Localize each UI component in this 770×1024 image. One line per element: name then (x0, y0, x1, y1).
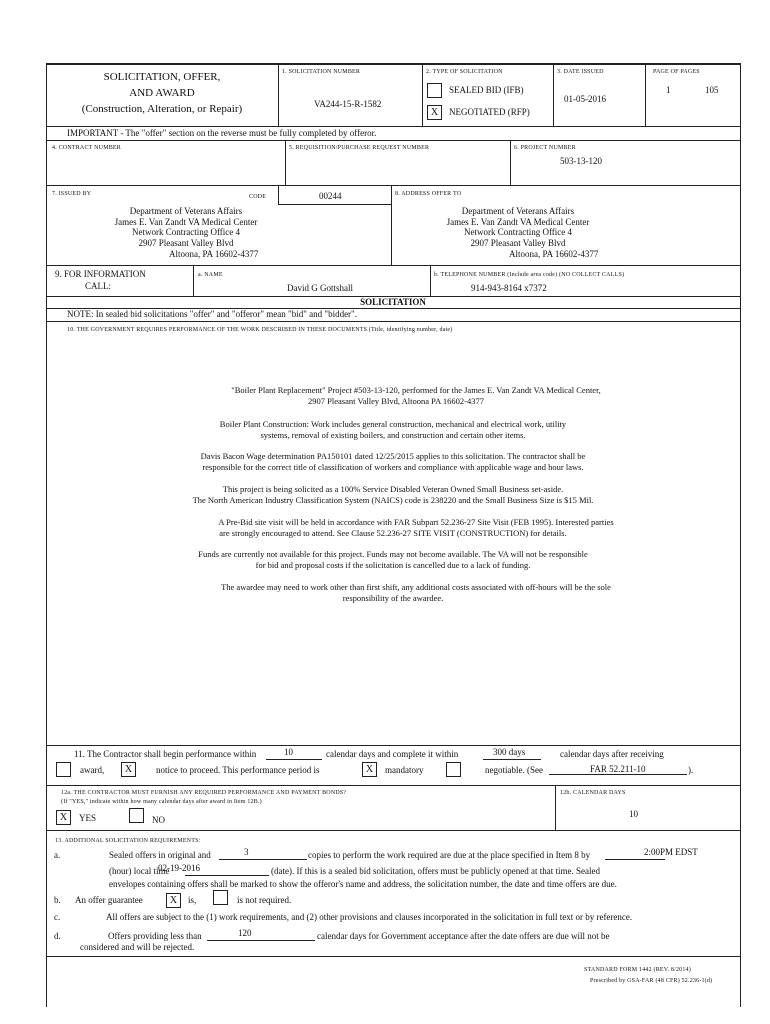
offer-to-line3: Network Contracting Office 4 (463, 227, 573, 237)
header-divider-2 (422, 63, 423, 126)
description-p5-line2: are strongly encouraged to attend. See Clause 52.236-27 SITE VISIT (CONSTRUCTION) for details. (219, 528, 567, 538)
header-divider-1 (278, 63, 279, 126)
description-p1-line1: "Boiler Plant Replacement" Project #503-13-120, performed for the James E. Van Zandt VA Medical Center, (231, 385, 601, 395)
item-b-text: An offer guarantee (75, 895, 143, 905)
bonds-label: 12a. THE CONTRACTOR MUST FURNISH ANY REQUIRED PERFORMANCE AND PAYMENT BONDS? (61, 790, 347, 796)
header-bottom-line (46, 126, 740, 127)
item-a-text-1: Sealed offers in original and (109, 850, 211, 860)
offer-to-line1: Department of Veterans Affairs (461, 206, 575, 216)
complete-days[interactable]: 300 days (493, 747, 526, 757)
far-underline (549, 774, 687, 775)
offer-to-line4: 2907 Pleasant Valley Blvd (470, 238, 566, 248)
row2-divider-1 (285, 140, 286, 185)
due-time-underline (605, 859, 665, 860)
performance-text-3: calendar days after receiving (560, 749, 664, 759)
section12-divider (555, 785, 556, 830)
copies-underline (219, 859, 307, 860)
type-of-solicitation-label: 2. TYPE OF SOLICITATION (426, 69, 503, 75)
right-border (740, 63, 741, 1007)
guarantee-is-label: is, (188, 895, 197, 905)
code-label: CODE (249, 194, 267, 200)
item-d-text-1: Offers providing less than (108, 931, 202, 941)
prescribed-by: Prescribed by GSA-FAR (48 CFR) 52.236-1(d) (590, 978, 713, 984)
description-p4-line1: This project is being solicited as a 100% Service Disabled Veteran Owned Small Business set-aside. (222, 484, 564, 494)
issuer-address-line4: 2907 Pleasant Valley Blvd (138, 238, 234, 248)
total-pages: 105 (705, 85, 719, 95)
description-p4-line2: The North American Industry Classification System (NAICS) code is 238220 and the Small Business Size is $15 Mil. (192, 495, 594, 505)
description-p3-line1: Davis Bacon Wage determination PA150101 dated 12/25/2015 applies to this solicitation. The contractor shall be (200, 451, 586, 461)
row4-divider-2 (430, 265, 431, 296)
description-p5-line1: A Pre-Bid site visit will be held in accordance with FAR Subpart 52.236-27 Site Visit (FEB 1995). Interested parties (218, 517, 614, 527)
item-a-text-5: envelopes containing offers shall be marked to show the offeror's name and address, the solicitation number, the date and time offers are due. (109, 879, 617, 889)
item-d-text-2: calendar days for Government acceptance after the date offers are due will not be (317, 931, 610, 941)
sealed-bid-note: NOTE: In sealed bid solicitations "offer" and "offeror" mean "bid" and "bidder". (67, 309, 357, 319)
important-notice: IMPORTANT - The "offer" section on the reverse must be fully completed by offeror. (67, 128, 377, 138)
item-a-text-4: (date). If this is a sealed bid solicitation, offers must be publicly opened at that time. Sealed (271, 866, 600, 876)
header-divider-4 (645, 63, 646, 126)
issuer-address-line5: Altoona, PA 16602-4377 (169, 249, 259, 259)
work-description-label: 10. THE GOVERNMENT REQUIRES PERFORMANCE OF THE WORK DESCRIBED IN THESE DOCUMENTS (Title, identifying number, date) (67, 327, 453, 333)
calendar-days-label: 12b. CALENDAR DAYS (560, 790, 626, 796)
solicitation-number[interactable]: VA244-15-R-1582 (314, 99, 382, 109)
contact-phone[interactable]: 914-943-8164 x7372 (471, 283, 547, 293)
form-title-line1: SOLICITATION, OFFER, (103, 71, 221, 83)
bond-calendar-days[interactable]: 10 (629, 809, 638, 819)
negotiated-checkbox[interactable]: X (427, 105, 442, 120)
far-close: ). (688, 765, 694, 775)
issuer-code: 00244 (319, 191, 342, 201)
bonds-no-label: NO (152, 815, 165, 825)
guarantee-not-checkbox[interactable] (213, 890, 228, 905)
name-label: a. NAME (198, 272, 223, 278)
due-time[interactable]: 2:00PM EDST (644, 847, 698, 857)
top-border (46, 63, 740, 65)
description-p6-line2: for bid and proposal costs if the solicitation is cancelled due to a lack of funding. (255, 560, 531, 570)
form-title-line3: (Construction, Alteration, or Repair) (81, 103, 243, 115)
date-issued-label: 3. DATE ISSUED (557, 69, 604, 75)
bonds-label-note: (If "YES," indicate within how many calendar days after award in Item 12B.) (61, 799, 262, 805)
note-bottom-line (46, 321, 740, 322)
far-reference: FAR 52.211-10 (590, 764, 646, 774)
row3-bottom-line (46, 265, 740, 266)
project-number-label: 6. PROJECT NUMBER (514, 145, 576, 151)
description-p7-line2: responsibility of the awardee. (342, 593, 444, 603)
row4-divider-1 (193, 265, 194, 296)
offer-to-line5: Altoona, PA 16602-4377 (509, 249, 599, 259)
start-days[interactable]: 10 (284, 747, 293, 757)
item-a-marker: a. (54, 850, 61, 860)
section11-top-line (46, 745, 740, 746)
guarantee-not-label: is not required. (237, 895, 292, 905)
negotiated-label: NEGOTIATED (RFP) (449, 107, 530, 117)
start-days-underline (266, 759, 322, 760)
notice-to-proceed-label: notice to proceed. This performance period is (156, 765, 320, 775)
issuer-address-line2: James E. Van Zandt VA Medical Center (114, 217, 258, 227)
bonds-no-checkbox[interactable] (129, 808, 144, 823)
notice-to-proceed-checkbox[interactable]: X (121, 762, 136, 777)
page-of-pages-label: PAGE OF PAGES (653, 69, 700, 75)
description-p7-line1: The awardee may need to work other than first shift, any additional costs associated with off-hours will be the sole (221, 582, 611, 592)
standard-form-number: STANDARD FORM 1442 (REV. 8/2014) (584, 967, 691, 973)
important-bottom-line (46, 140, 740, 141)
solicitation-number-label: 1. SOLICITATION NUMBER (282, 69, 361, 75)
acceptance-days-underline (207, 940, 315, 941)
description-p1-line2: 2907 Pleasant Valley Blvd, Altoona PA 16602-4377 (308, 396, 484, 406)
mandatory-label: mandatory (385, 765, 424, 775)
issuer-address-line1: Department of Veterans Affairs (129, 206, 243, 216)
mandatory-checkbox[interactable]: X (362, 762, 377, 777)
solicitation-heading: SOLICITATION (360, 297, 426, 307)
item-d-marker: d. (54, 931, 61, 941)
item-b-marker: b. (54, 895, 61, 905)
sealed-bid-label: SEALED BID (IFB) (449, 85, 524, 95)
issued-by-label: 7. ISSUED BY (52, 191, 92, 197)
bonds-yes-label: YES (79, 813, 97, 823)
row3-divider (391, 185, 392, 265)
section13-top-line (46, 830, 740, 831)
performance-text-1: 11. The Contractor shall begin performance within (74, 749, 257, 759)
description-p6-line1: Funds are currently not available for this project. Funds may not become available. The VA will not be responsible (198, 549, 588, 559)
requisition-number-label: 5. REQUISITION/PURCHASE REQUEST NUMBER (289, 145, 430, 151)
item-d-text-3: considered and will be rejected. (80, 942, 195, 952)
description-p2-line1: Boiler Plant Construction: Work includes general construction, mechanical and electrical work, utility (219, 419, 567, 429)
code-box-bottom (278, 204, 391, 205)
award-checkbox[interactable] (56, 762, 71, 777)
section12-top-line (46, 785, 740, 786)
contact-name[interactable]: David G Gottshall (287, 283, 353, 293)
date-issued[interactable]: 01-05-2016 (564, 94, 606, 104)
bottom-line (46, 956, 740, 957)
issuer-address-line3: Network Contracting Office 4 (131, 227, 241, 237)
item-a-text-3: (hour) local time (109, 866, 170, 876)
acceptance-days[interactable]: 120 (238, 928, 252, 938)
info-label-line1: 9. FOR INFORMATION (55, 269, 146, 279)
bonds-yes-checkbox[interactable]: X (56, 810, 71, 825)
item-c-text: All offers are subject to the (1) work requirements, and (2) other provisions and clauses incorporated in the solicitation in full text or by reference. (106, 912, 633, 922)
negotiable-label: negotiable. (See (485, 765, 543, 775)
item-a-text-2: copies to perform the work required are due at the place specified in Item 8 by (308, 850, 591, 860)
performance-text-2: calendar days and complete it within (326, 749, 459, 759)
info-label-line2: CALL: (85, 281, 111, 291)
guarantee-is-checkbox[interactable]: X (166, 893, 181, 908)
award-label: award, (80, 765, 105, 775)
project-number[interactable]: 503-13-120 (560, 156, 602, 166)
form-title-line2: AND AWARD (129, 87, 195, 99)
row2-divider-2 (510, 140, 511, 185)
copies-count[interactable]: 3 (244, 847, 249, 857)
sealed-bid-checkbox[interactable] (427, 83, 442, 98)
due-date[interactable]: 02-19-2016 (158, 863, 200, 873)
complete-days-underline (483, 759, 541, 760)
item-c-marker: c. (54, 912, 61, 922)
telephone-label: b. TELEPHONE NUMBER (Include area code) (NO COLLECT CALLS) (434, 272, 625, 278)
contract-number-label: 4. CONTRACT NUMBER (52, 145, 121, 151)
header-divider-3 (553, 63, 554, 126)
page-number: 1 (666, 85, 671, 95)
description-p3-line2: responsible for the correct title of classification of workers and compliance with applicable wage and hour laws. (202, 462, 584, 472)
code-box-left (278, 185, 279, 204)
offer-to-line2: James E. Van Zandt VA Medical Center (446, 217, 590, 227)
additional-requirements-label: 13. ADDITIONAL SOLICITATION REQUIREMENTS: (55, 838, 201, 844)
due-date-underline (185, 875, 269, 876)
description-p2-line2: systems, removal of existing boilers, and construction and certain other items. (260, 430, 526, 440)
address-offer-to-label: 8. ADDRESS OFFER TO (395, 191, 462, 197)
row2-bottom-line (46, 185, 740, 186)
negotiable-checkbox[interactable] (446, 762, 461, 777)
